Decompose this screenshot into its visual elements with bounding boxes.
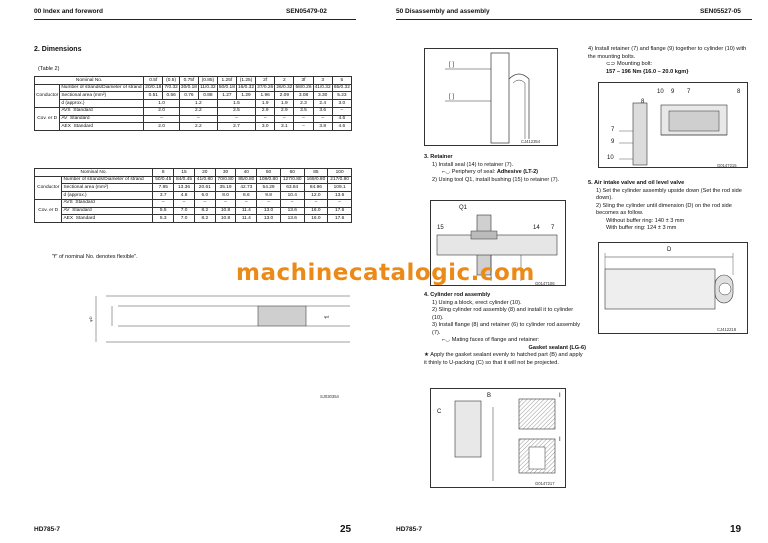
right-page-number: 19 bbox=[730, 524, 742, 535]
callout-9: 9 bbox=[671, 89, 675, 95]
air-intake-step-2: 2) Sling the cylinder until dimension (D) on the rod side becomes as follow. bbox=[596, 202, 732, 217]
table-cell: – bbox=[179, 115, 217, 123]
table-cell: 5.23 bbox=[332, 92, 351, 100]
table-cell: 8.2 bbox=[194, 215, 215, 223]
cylinder-head-drawing bbox=[425, 49, 558, 146]
callout-8b: 8 bbox=[641, 99, 645, 105]
table-header-cell: 40 bbox=[236, 169, 257, 177]
table-header-cell: 0.75f bbox=[179, 77, 198, 85]
table-cell: 0.51 bbox=[144, 92, 163, 100]
table-cell: – bbox=[194, 199, 215, 207]
left-footer-model: HD785-7 bbox=[34, 526, 61, 533]
table-cell: 8.2 bbox=[194, 207, 215, 215]
table-cell: 10.8 bbox=[215, 215, 236, 223]
callout-d: D bbox=[667, 247, 672, 253]
callout-q1: Q1 bbox=[459, 205, 468, 211]
table-header-cell: (1.25) bbox=[236, 77, 255, 85]
cylinder-dimension-figure bbox=[598, 242, 748, 334]
step4-label-row bbox=[588, 61, 754, 69]
callout-10: 10 bbox=[657, 89, 664, 95]
table-cell: 1.9 bbox=[275, 100, 294, 108]
table-header-cell: 2 bbox=[275, 77, 294, 85]
callout-c: C bbox=[437, 409, 442, 415]
callout-i-bottom: I bbox=[559, 437, 561, 443]
table-cell: 0.88 bbox=[199, 92, 218, 100]
table-header-cell: 60 bbox=[280, 169, 304, 177]
right-header-doc-id: SEN05527-05 bbox=[700, 8, 741, 15]
adhesive-label: Periphery of seal: bbox=[451, 169, 497, 176]
cylinder-rod-step-3: 3) Install flange (8) and retainer (6) to cylinder rod assembly (7). bbox=[432, 322, 580, 336]
wire-dimensions-table-2 bbox=[34, 168, 352, 223]
cover-grade: Standard bbox=[70, 116, 90, 122]
table-cell: – bbox=[332, 107, 351, 115]
table-cell: 2.0 bbox=[144, 123, 180, 131]
table-cell: 10.8 bbox=[215, 207, 236, 215]
table-cell: 26/0.32 bbox=[276, 85, 293, 91]
table-cell: 2.7 bbox=[217, 123, 255, 131]
table-cell: 1.9 bbox=[256, 100, 275, 108]
table-header-cell: 3 bbox=[313, 77, 332, 85]
cover-code: AEX bbox=[63, 215, 74, 221]
table-cell: 84/0.45 bbox=[174, 176, 195, 184]
cover-grade: Standard bbox=[72, 208, 92, 214]
table-cell: 3.6 bbox=[313, 107, 332, 115]
dimensions-title: 2. Dimensions bbox=[34, 46, 82, 53]
table-cell: – bbox=[328, 199, 352, 207]
table-cell: 108/0.80 bbox=[257, 176, 281, 184]
table-cell: 3.0 bbox=[332, 100, 351, 108]
table-cell: – bbox=[294, 115, 313, 123]
cover-grade: Standard bbox=[73, 108, 93, 114]
table-header-cell: 8 bbox=[153, 169, 174, 177]
table-cell: 17.6 bbox=[328, 215, 352, 223]
table-cell: 11/0.32 bbox=[200, 85, 216, 91]
left-header-rule bbox=[34, 19, 356, 20]
table-header-cell: 85 bbox=[304, 169, 328, 177]
table-cell: 2.09 bbox=[275, 92, 294, 100]
table-cell: – bbox=[174, 199, 195, 207]
table-cell: 41/0.32 bbox=[314, 85, 331, 91]
table-cell: 37/0.26 bbox=[257, 85, 274, 91]
table-cell: 2.2 bbox=[179, 107, 217, 115]
retainer-flange-figure bbox=[598, 82, 748, 168]
table-cell: 58/0.26 bbox=[295, 85, 312, 91]
table-cell: 13.6 bbox=[280, 215, 304, 223]
callout-b: B bbox=[487, 393, 492, 399]
row-label: Number of strands/Diameter of strand bbox=[60, 84, 144, 92]
table-cell: 65/0.32 bbox=[333, 85, 350, 91]
flexible-footnote: "f" of nominal No. denotes flexible". bbox=[52, 254, 138, 260]
table-cell: 13.0 bbox=[257, 215, 281, 223]
table-caption: (Table 2) bbox=[38, 66, 60, 72]
cover-grade: Standard bbox=[73, 123, 94, 129]
table-cell: – bbox=[217, 115, 255, 123]
callout-15: 15 bbox=[437, 225, 444, 231]
table-cell: 3.8 bbox=[313, 123, 332, 131]
table-cell: 50/0.45 bbox=[153, 176, 174, 184]
table-cell: 109.1 bbox=[328, 184, 352, 192]
table-cell: 4.6 bbox=[332, 115, 351, 123]
table-header-cell: 15 bbox=[174, 169, 195, 177]
table-cell: 20/0.18 bbox=[145, 85, 162, 91]
table-header-cell: 5 bbox=[332, 77, 351, 85]
cover-group-label: Cov. er D bbox=[35, 107, 60, 130]
table-header-cell: 1.25f bbox=[217, 77, 236, 85]
fig2-code: G0147215 bbox=[717, 163, 737, 168]
air-intake-title: 5. Air intake valve and oil level valve bbox=[588, 180, 685, 186]
table-cell: – bbox=[215, 199, 236, 207]
wrench-icon: ⊂⊃ bbox=[606, 61, 616, 68]
table-cell: – bbox=[294, 123, 313, 131]
table-cell: 4.6 bbox=[332, 123, 351, 131]
table-cell: – bbox=[256, 115, 275, 123]
table-cell: – bbox=[275, 115, 294, 123]
table-cell: 16.0 bbox=[304, 215, 328, 223]
table-cell: 2.4 bbox=[313, 100, 332, 108]
right-header-rule bbox=[396, 19, 752, 20]
cover-code: AEX bbox=[61, 123, 71, 129]
table-cell: 20.61 bbox=[194, 184, 215, 192]
table-cell: 35.19 bbox=[215, 184, 236, 192]
table-cell: 16/0.32 bbox=[238, 85, 255, 91]
table-cell: 2.0 bbox=[144, 107, 180, 115]
table-cell: 4.8 bbox=[174, 192, 195, 200]
table-cell: 127/0.80 bbox=[280, 176, 304, 184]
table-cell: 3.0 bbox=[256, 123, 275, 131]
table-cell: 5.5 bbox=[153, 207, 174, 215]
table-header-cell: (0.5) bbox=[163, 77, 179, 85]
table-cell: 1.96 bbox=[256, 92, 275, 100]
cover-group-label: Cov. er D bbox=[35, 199, 62, 222]
cover-code: AVS bbox=[61, 108, 71, 114]
watermark-text: machinecatalogic.com bbox=[236, 260, 535, 286]
table-cell: 10.4 bbox=[280, 192, 304, 200]
table-cell: 7.0 bbox=[174, 215, 195, 223]
cylinder-rod-section bbox=[424, 292, 586, 367]
with-buffer-ring: With buffer ring: 124 ± 3 mm bbox=[606, 225, 677, 232]
table-header-cell: 100 bbox=[328, 169, 352, 177]
table-cell: 2.9 bbox=[256, 107, 275, 115]
cylinder-dimension-drawing bbox=[599, 243, 748, 334]
table-cell: 217/0.80 bbox=[328, 176, 352, 184]
table-cell: 0.76 bbox=[179, 92, 198, 100]
callout-14: 14 bbox=[533, 225, 540, 231]
callout-8: 8 bbox=[737, 89, 741, 95]
callout-7-fig3: 7 bbox=[551, 225, 555, 231]
table-cell: 2.9 bbox=[275, 107, 294, 115]
retainer-flange-drawing bbox=[599, 83, 748, 168]
table-cell: 3.7 bbox=[153, 192, 174, 200]
table-header-cell: 0.5f bbox=[144, 77, 163, 85]
table-cell: 13.36 bbox=[174, 184, 195, 192]
callout-7: 7 bbox=[687, 89, 691, 95]
apply-icon: ⌐◡ bbox=[442, 337, 451, 344]
row-label: d (approx.) bbox=[60, 100, 144, 108]
apply-icon: ⌐◡ bbox=[442, 169, 451, 176]
left-header-doc-id: SEN05479-02 bbox=[286, 8, 327, 15]
table-header-cell: 20 bbox=[194, 169, 215, 177]
table-cell: 12.0 bbox=[304, 192, 328, 200]
table-cell: 0.56 bbox=[163, 92, 179, 100]
table-cell: 6.0 bbox=[194, 192, 215, 200]
table-cell: 7.0 bbox=[174, 207, 195, 215]
sealant-value: Gasket sealant (LG-6) bbox=[528, 344, 586, 351]
callout-i-top: I bbox=[559, 393, 561, 399]
table-cell: 13.6 bbox=[280, 207, 304, 215]
table-cell: 5.3 bbox=[153, 215, 174, 223]
right-footer-model: HD785-7 bbox=[396, 526, 423, 533]
fig4-code: G0147217 bbox=[535, 481, 555, 486]
conductor-group-label: Conductor bbox=[35, 84, 60, 107]
conductor-group-label: Conductor bbox=[35, 176, 62, 199]
cover-grade: Standard bbox=[75, 200, 95, 206]
table-header-cell: (0.85) bbox=[199, 77, 218, 85]
cylinder-rod-step-1: 1) Using a block, erect cylinder (10). bbox=[432, 299, 522, 306]
table-cell: 2.3 bbox=[294, 100, 313, 108]
table-cell: 13.0 bbox=[257, 207, 281, 215]
row-label bbox=[60, 107, 144, 115]
table-cell: 1.27 bbox=[217, 92, 236, 100]
table-cell: 1.0 bbox=[144, 100, 180, 108]
fig1-code: CJ412354 bbox=[521, 139, 541, 144]
table-cell: 42.73 bbox=[236, 184, 257, 192]
table-cell: – bbox=[257, 199, 281, 207]
cover-grade: Standard bbox=[75, 215, 96, 221]
adhesive-value: Adhesive (LT-2) bbox=[496, 169, 539, 176]
sealant-note: ★ Apply the gasket sealant evenly to hatched part (B) and apply it thinly to U-packing (C) so that it will not be projected. bbox=[424, 352, 583, 366]
svg-text:φD: φD bbox=[88, 316, 93, 322]
row-label bbox=[60, 115, 144, 123]
cylinder-rod-step-2: 2) Sling cylinder rod assembly (8) and install it to cylinder (10). bbox=[432, 307, 574, 321]
table-cell: 3.08 bbox=[294, 92, 313, 100]
cover-code: AV bbox=[63, 208, 70, 214]
sealant-label: Mating faces of flange and retainer: bbox=[451, 337, 540, 344]
cover-code: AVS bbox=[63, 200, 73, 206]
table-cell: 63.84 bbox=[280, 184, 304, 192]
right-header-section: 50 Disassembly and assembly bbox=[396, 8, 490, 15]
table-cell: – bbox=[280, 199, 304, 207]
table-cell: 2.5 bbox=[217, 107, 255, 115]
air-intake-step-1: 1) Set the cylinder assembly upside down (Set the rod side down). bbox=[596, 187, 742, 202]
table-cell: 84.96 bbox=[304, 184, 328, 192]
step4-torque: 157 – 196 Nm {16.0 – 20.0 kgm} bbox=[606, 68, 689, 75]
table-cell: 3.5 bbox=[294, 107, 313, 115]
row-label: Sectional area (mm²) bbox=[60, 92, 144, 100]
table-cell: – bbox=[236, 199, 257, 207]
table-cell: 7/0.32 bbox=[164, 85, 178, 91]
table-cell: 11.4 bbox=[236, 207, 257, 215]
svg-text:[ ]: [ ] bbox=[449, 94, 455, 100]
fig5-code: CJ412218 bbox=[717, 327, 737, 332]
table-cell: 54.29 bbox=[257, 184, 281, 192]
step4-label: Mounting bolt: bbox=[616, 61, 653, 68]
callout-10b: 10 bbox=[607, 155, 614, 161]
retainer-step-2: 2) Using tool Q1, install bushing (15) to retainer (7). bbox=[432, 176, 560, 183]
cylinder-head-figure bbox=[424, 48, 558, 146]
table-cell: – bbox=[313, 115, 332, 123]
row-label: d (approx.) bbox=[62, 192, 153, 200]
table-cell: – bbox=[144, 115, 180, 123]
table-cell: 13.6 bbox=[328, 192, 352, 200]
wire-dimensions-table-1 bbox=[34, 76, 352, 131]
row-label: Number of strands/Diameter of strand bbox=[62, 176, 153, 184]
fig3-code: G0147106 bbox=[535, 281, 555, 286]
retainer-adhesive-row bbox=[424, 169, 584, 177]
table-cell: 70/0.80 bbox=[215, 176, 236, 184]
table-cell: 50/0.18 bbox=[218, 85, 235, 91]
table-cell: – bbox=[304, 199, 328, 207]
table-cell: 2.2 bbox=[179, 123, 217, 131]
row-label bbox=[62, 215, 153, 223]
row-label bbox=[62, 199, 153, 207]
retainer-step-1: 1) Install seal (14) to retainer (7). bbox=[432, 161, 514, 168]
table-header-cell: 2f bbox=[256, 77, 275, 85]
table-cell: 41/0.80 bbox=[194, 176, 215, 184]
table-cell: 1.2 bbox=[179, 100, 217, 108]
row-label: Sectional area (mm²) bbox=[62, 184, 153, 192]
left-page-number: 25 bbox=[340, 524, 352, 535]
sealant-label-row bbox=[424, 337, 586, 345]
table-cell: 8.6 bbox=[236, 192, 257, 200]
table-header-cell: Nominal No. bbox=[35, 169, 153, 177]
table-cell: 1.5 bbox=[217, 100, 255, 108]
air-intake-section bbox=[588, 180, 756, 233]
table-cell: 9.8 bbox=[257, 192, 281, 200]
table-cell: 7.95 bbox=[153, 184, 174, 192]
without-buffer-ring: Without buffer ring: 140 ± 3 mm bbox=[606, 217, 685, 224]
table-header-cell: 3f bbox=[294, 77, 313, 85]
step4-text: 4) Install retainer (7) and flange (9) together to cylinder (10) with the mounting bolts. bbox=[588, 46, 747, 60]
table-header-cell: 50 bbox=[257, 169, 281, 177]
table-cell: 1.29 bbox=[236, 92, 255, 100]
cylinder-rod-title: 4. Cylinder rod assembly bbox=[424, 292, 491, 298]
table-cell: 169/0.80 bbox=[304, 176, 328, 184]
table-header-cell: 30 bbox=[215, 169, 236, 177]
retainer-section bbox=[424, 154, 584, 184]
row-label bbox=[62, 207, 153, 215]
table-cell: 85/0.80 bbox=[236, 176, 257, 184]
cover-code: AV bbox=[61, 116, 68, 122]
svg-text:φd: φd bbox=[324, 314, 329, 319]
callout-7b: 7 bbox=[611, 127, 615, 133]
table-cell: 16.0 bbox=[304, 207, 328, 215]
table-cell: 3.1 bbox=[275, 123, 294, 131]
callout-9b: 9 bbox=[611, 139, 615, 145]
left-header-section: 00 Index and foreword bbox=[34, 8, 103, 15]
table-cell: 8.0 bbox=[215, 192, 236, 200]
svg-text:[ ]: [ ] bbox=[449, 62, 455, 68]
row-label bbox=[60, 123, 144, 131]
step4-instruction bbox=[588, 46, 754, 76]
gasket-sealant-figure bbox=[430, 388, 566, 488]
gasket-sealant-drawing bbox=[431, 389, 566, 488]
wire-diagram-drawing bbox=[88, 266, 360, 406]
table-cell: – bbox=[153, 199, 174, 207]
table-cell: 11.4 bbox=[236, 215, 257, 223]
table-cell: 17.6 bbox=[328, 207, 352, 215]
table-cell: 30/0.18 bbox=[180, 85, 197, 91]
wire-figure-code: SJ030354 bbox=[320, 394, 339, 399]
retainer-title: 3. Retainer bbox=[424, 154, 453, 160]
table-cell: 3.30 bbox=[313, 92, 332, 100]
wire-cross-section-figure bbox=[88, 266, 360, 406]
table-header-cell: Nominal No. bbox=[35, 77, 144, 85]
